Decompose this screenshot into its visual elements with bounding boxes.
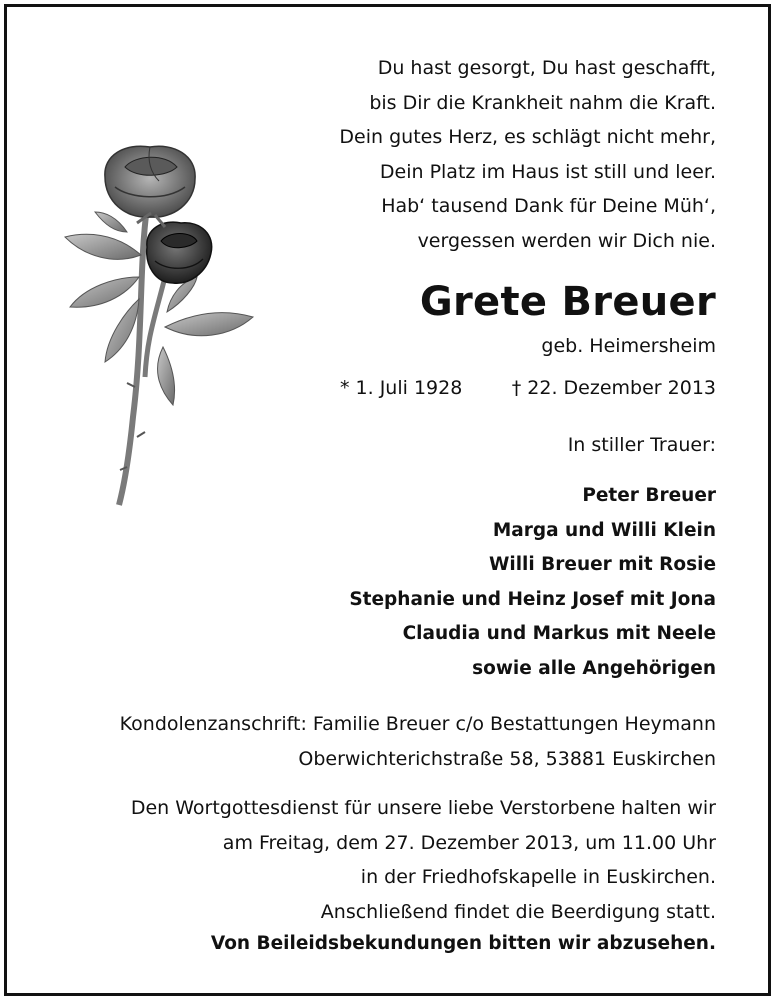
family-list bbox=[349, 479, 716, 687]
poem-line: Dein gutes Herz, es schlägt nicht mehr, bbox=[339, 126, 716, 149]
poem-line: Hab‘ tausend Dank für Deine Müh‘, bbox=[381, 195, 716, 218]
family-member: Marga und Willi Klein bbox=[492, 519, 716, 541]
service-info bbox=[131, 791, 716, 929]
death-date: † 22. Dezember 2013 bbox=[511, 377, 716, 399]
family-member: Claudia und Markus mit Neele bbox=[402, 623, 716, 645]
family-member: Peter Breuer bbox=[582, 485, 716, 506]
deceased-name: Grete Breuer bbox=[419, 279, 716, 325]
poem-line: vergessen werden wir Dich nie. bbox=[417, 229, 716, 252]
poem-line: Dein Platz im Haus ist still und leer. bbox=[379, 160, 716, 183]
family-member: sowie alle Angehörigen bbox=[472, 657, 716, 679]
rose-illustration bbox=[55, 137, 260, 512]
obituary-frame bbox=[4, 4, 771, 996]
mourning-label: In stiller Trauer: bbox=[567, 434, 716, 456]
condolence-address bbox=[120, 707, 716, 777]
address-line: Kondolenzanschrift: Familie Breuer c/o Bestattungen Heymann bbox=[119, 713, 716, 735]
family-member: Stephanie und Heinz Josef mit Jona bbox=[349, 588, 716, 610]
birth-date: * 1. Juli 1928 bbox=[340, 377, 463, 399]
family-member: Willi Breuer mit Rosie bbox=[488, 554, 716, 576]
poem-line: Du hast gesorgt, Du hast geschafft, bbox=[377, 57, 716, 79]
service-line: in der Friedhofskapelle in Euskirchen. bbox=[360, 866, 716, 889]
poem bbox=[339, 51, 716, 259]
poem-line: bis Dir die Krankheit nahm die Kraft. bbox=[369, 91, 716, 114]
service-line: Den Wortgottesdienst für unsere liebe Verstorbene halten wir bbox=[130, 797, 716, 819]
service-line: Anschließend findet die Beerdigung statt. bbox=[320, 900, 716, 923]
maiden-name: geb. Heimersheim bbox=[541, 335, 716, 357]
service-line: am Freitag, dem 27. Dezember 2013, um 11.00 Uhr bbox=[222, 831, 716, 854]
condolence-notice: Von Beileidsbekundungen bitten wir abzusehen. bbox=[210, 933, 716, 954]
address-line: Oberwichterichstraße 58, 53881 Euskirchen bbox=[298, 748, 716, 770]
